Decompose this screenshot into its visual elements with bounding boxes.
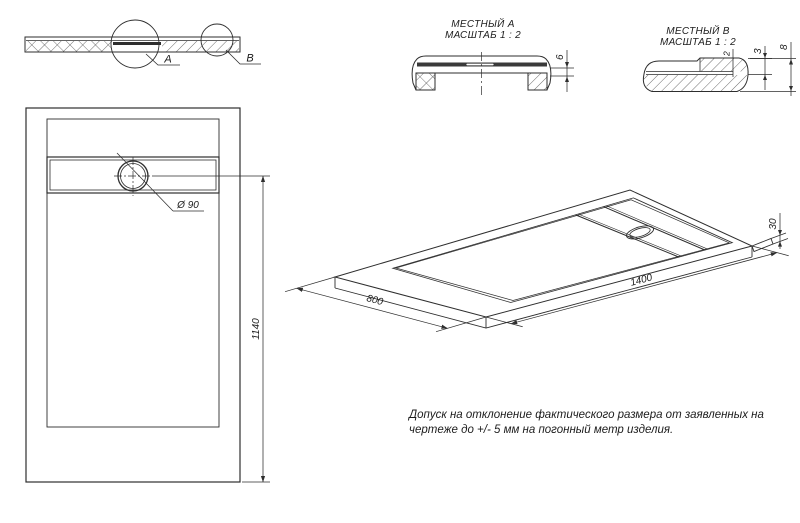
- plan-view: [26, 108, 270, 482]
- tolerance-note-line2: чертеже до +/- 5 мм на погонный метр изделия.: [409, 424, 674, 436]
- plan-dim-1140: [154, 176, 270, 482]
- detail-b-dim-lip-label: 2: [721, 51, 732, 56]
- iso-dim-1400: [486, 246, 789, 327]
- plan-inner-rect: [47, 119, 219, 427]
- callout-a-leader: [146, 54, 180, 65]
- tolerance-note-line1: Допуск на отклонение фактического размера от заявленных на: [409, 409, 764, 421]
- section-crosshatch: [26, 41, 112, 52]
- detail-b-view: [643, 24, 796, 96]
- iso-drain-outer: [625, 223, 655, 241]
- tolerance-note: [407, 409, 764, 436]
- callout-a-label: A: [164, 53, 172, 66]
- detail-b-dim-height-label: 8: [779, 44, 790, 50]
- iso-dim-30-label: 30: [768, 218, 779, 230]
- detail-b-dim-step-label: 3: [753, 48, 764, 54]
- iso-view: [285, 190, 789, 332]
- section-view: [25, 20, 261, 68]
- iso-drain-inner: [629, 226, 651, 239]
- iso-channel: [576, 206, 708, 257]
- detail-a-right-foot: [528, 73, 547, 90]
- detail-a-view: [412, 17, 574, 97]
- detail-b-base-hatch: [644, 75, 747, 92]
- detail-b-step-hatch: [700, 59, 748, 72]
- detail-a-left-foot: [416, 73, 435, 90]
- plan-dim-1140-label: 1140: [251, 318, 262, 340]
- iso-dim-800-label: 800: [365, 293, 385, 309]
- iso-dim-30: [768, 213, 788, 249]
- detail-a-cover-slot: [466, 63, 494, 65]
- iso-dim-1400-label: 1400: [629, 272, 654, 289]
- detail-a-title: МЕСТНЫЙ А: [451, 19, 515, 30]
- iso-basin-rim-inner: [396, 200, 730, 301]
- detail-b-title: МЕСТНЫЙ В: [666, 26, 730, 37]
- detail-a-scale: МАСШТАБ 1 : 2: [445, 30, 521, 41]
- callout-b-label: B: [246, 52, 254, 65]
- iso-end-flange: [752, 239, 773, 252]
- section-drain-cover: [113, 42, 161, 45]
- detail-b-scale: МАСШТАБ 1 : 2: [660, 37, 736, 48]
- section-diagonal-hatch: [162, 41, 239, 52]
- plan-drain-label: Ø 90: [177, 200, 199, 211]
- detail-b-dim-step: [748, 46, 772, 90]
- iso-dim-800: [285, 277, 486, 332]
- detail-a-dim-depth: [550, 50, 574, 92]
- detail-a-dim-depth-label: 6: [555, 54, 566, 60]
